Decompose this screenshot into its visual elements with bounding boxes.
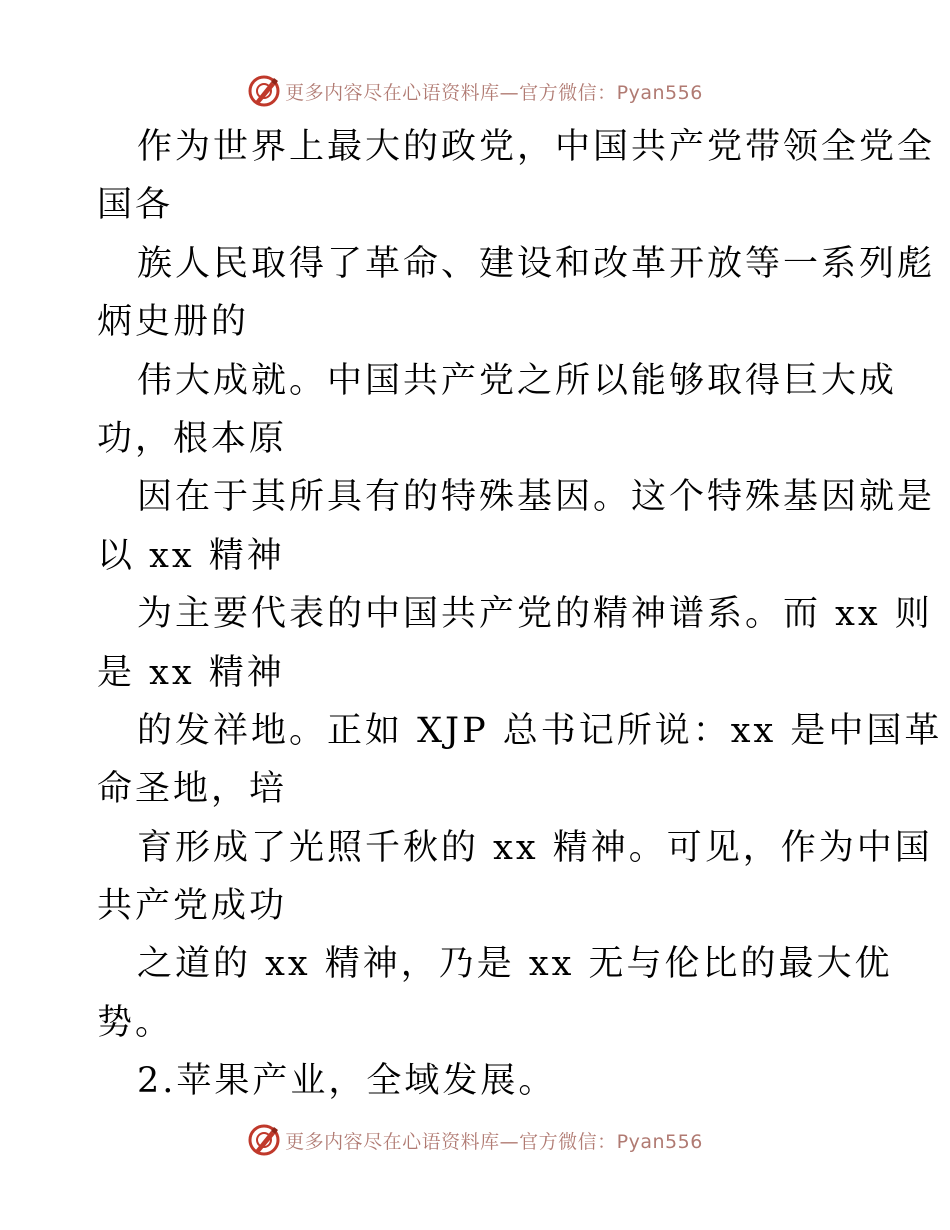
watermark-text: 更多内容尽在心语资料库—官方微信：Pyan556 bbox=[285, 81, 703, 104]
text-line: 共产党成功 bbox=[97, 886, 288, 927]
text-line: 作为世界上最大的政党，中国共产党带领全党全 bbox=[137, 127, 936, 167]
text-line: 育形成了光照千秋的 xx 精神。可见，作为中国 bbox=[137, 827, 933, 868]
text-line: 为主要代表的中国共产党的精神谱系。而 xx 则 bbox=[137, 594, 933, 635]
text-line: 因在于其所具有的特殊基因。这个特殊基因就是 bbox=[137, 477, 936, 518]
text-line: 伟大成就。中国共产党之所以能够取得巨大成 bbox=[137, 360, 898, 401]
text-line: 命圣地，培 bbox=[97, 769, 288, 810]
text-line: 是 xx 精神 bbox=[97, 652, 285, 693]
section-heading: 2.苹果产业，全域发展。 bbox=[137, 1061, 557, 1102]
text-line: 族人民取得了革命、建设和改革开放等一系列彪 bbox=[137, 243, 936, 284]
pen-logo-icon bbox=[247, 74, 281, 108]
text-line: 之道的 xx 精神，乃是 xx 无与伦比的最大优 bbox=[137, 944, 893, 985]
pen-logo-icon bbox=[247, 1123, 281, 1157]
watermark-text: 更多内容尽在心语资料库—官方微信：Pyan556 bbox=[285, 1130, 703, 1153]
text-line: 以 xx 精神 bbox=[97, 535, 285, 576]
footer-watermark bbox=[0, 1120, 950, 1160]
document-body bbox=[97, 118, 943, 1111]
text-line: 炳史册的 bbox=[97, 302, 250, 343]
text-line: 势。 bbox=[97, 1002, 174, 1043]
text-line: 国各 bbox=[97, 185, 174, 226]
text-line: 功，根本原 bbox=[97, 418, 288, 459]
header-watermark bbox=[0, 71, 950, 111]
text-line: 的发祥地。正如 XJP 总书记所说：xx 是中国革 bbox=[137, 710, 943, 751]
